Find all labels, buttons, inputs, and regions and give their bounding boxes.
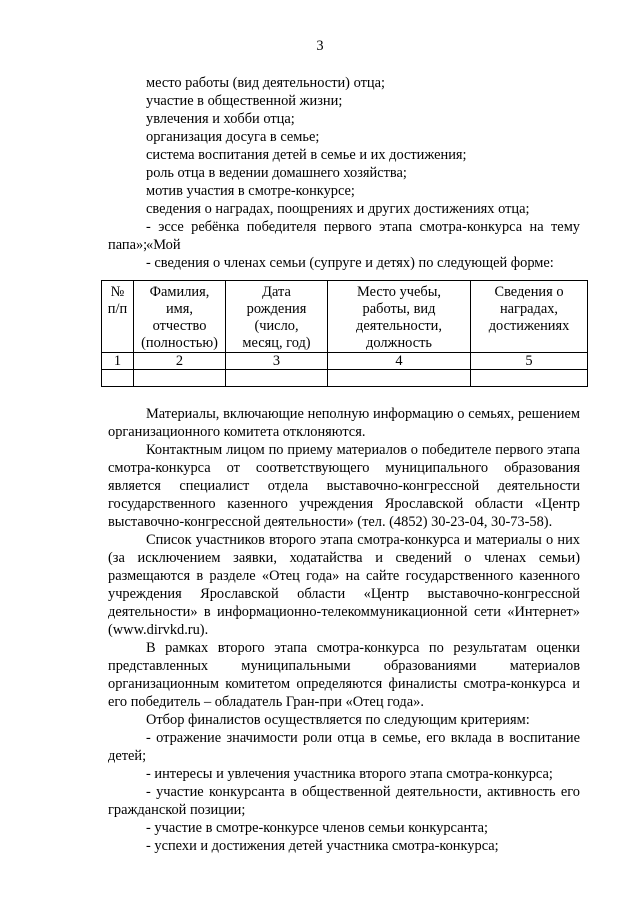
family-members-table	[101, 280, 588, 387]
paragraph-line: Контактным лицом по приему материалов о победителе первого этапа	[146, 442, 580, 458]
paragraph-line: (www.dirvkd.ru).	[108, 622, 209, 638]
paragraph-line: деятельности» в информационно-телекоммуникационной сети «Интернет»	[108, 604, 580, 620]
paragraph-line: государственного казенного учреждения Ярославской области «Центр	[108, 496, 580, 512]
header-birthdate: Дата рождения (число, месяц, год)	[226, 281, 328, 353]
table-cell	[102, 370, 134, 387]
paragraph-line: смотра-конкурса от соответствующего муниципального образования	[108, 460, 580, 476]
criteria-item: - отражение значимости роли отца в семье, его вклада в воспитание	[146, 730, 580, 746]
table-cell	[134, 370, 226, 387]
paragraph-line: (за исключением заявки, ходатайства и сведений о членах семьи)	[108, 550, 580, 566]
table-cell: 2	[134, 353, 226, 370]
paragraph-line: размещаются в разделе «Отец года» на сайте государственного казенного	[108, 568, 580, 584]
paragraph-line: учреждения Ярославской области «Центр выставочно-конгрессной	[108, 586, 580, 602]
paragraph-line: его победитель – обладатель Гран-при «Отец года».	[108, 694, 424, 710]
list-item: место работы (вид деятельности) отца;	[146, 75, 385, 91]
table-row	[102, 370, 588, 387]
essay-item: - эссе ребёнка победителя первого этапа смотра-конкурса на тему «Мой	[146, 219, 580, 253]
essay-item-cont: папа»;	[108, 237, 148, 253]
list-item: участие в общественной жизни;	[146, 93, 343, 109]
list-item: сведения о наградах, поощрениях и других достижениях отца;	[146, 201, 530, 217]
table-cell: 4	[328, 353, 471, 370]
paragraph-line: Материалы, включающие неполную информацию о семьях, решением	[146, 406, 580, 422]
paragraph-line: является специалист отдела выставочно-конгрессной деятельности	[108, 478, 580, 494]
criteria-item: - интересы и увлечения участника второго этапа смотра-конкурса;	[146, 766, 553, 782]
list-item: мотив участия в смотре-конкурсе;	[146, 183, 355, 199]
paragraph-line: Список участников второго этапа смотра-конкурса и материалы о них	[146, 532, 580, 548]
table-cell: 3	[226, 353, 328, 370]
table-cell: 5	[471, 353, 588, 370]
table-cell	[471, 370, 588, 387]
list-item: система воспитания детей в семье и их достижения;	[146, 147, 467, 163]
header-number: № п/п	[102, 281, 134, 353]
criteria-item: - участие в смотре-конкурсе членов семьи конкурсанта;	[146, 820, 489, 836]
header-awards: Сведения о наградах, достижениях	[471, 281, 588, 353]
table-cell: 1	[102, 353, 134, 370]
header-name: Фамилия, имя, отчество (полностью)	[134, 281, 226, 353]
table-cell	[226, 370, 328, 387]
paragraph-line: организационного комитета отклоняются.	[108, 424, 366, 440]
criteria-item-cont: гражданской позиции;	[108, 802, 246, 818]
list-item: роль отца в ведении домашнего хозяйства;	[146, 165, 407, 181]
family-item: - сведения о членах семьи (супруге и детях) по следующей форме:	[146, 255, 554, 271]
list-item: организация досуга в семье;	[146, 129, 320, 145]
criteria-item: - успехи и достижения детей участника смотра-конкурса;	[146, 838, 499, 854]
paragraph-line: организационным комитетом определяются финалисты смотра-конкурса и	[108, 676, 580, 692]
table-header-row	[102, 281, 588, 353]
paragraph-line: Отбор финалистов осуществляется по следующим критериям:	[146, 712, 530, 728]
criteria-item-cont: детей;	[108, 748, 147, 764]
list-item: увлечения и хобби отца;	[146, 111, 295, 127]
paragraph-line: В рамках второго этапа смотра-конкурса по результатам оценки	[146, 640, 580, 656]
table-cell	[328, 370, 471, 387]
paragraph-line: выставочно-конгрессной деятельности» (тел. (4852) 30-23-04, 30-73-58).	[108, 514, 553, 530]
page-number: 3	[316, 38, 324, 54]
paragraph-line: представленных муниципальными образованиями материалов	[108, 658, 580, 674]
table-row	[102, 353, 588, 370]
criteria-item: - участие конкурсанта в общественной деятельности, активность его	[146, 784, 580, 800]
header-work: Место учебы, работы, вид деятельности, должность	[328, 281, 471, 353]
